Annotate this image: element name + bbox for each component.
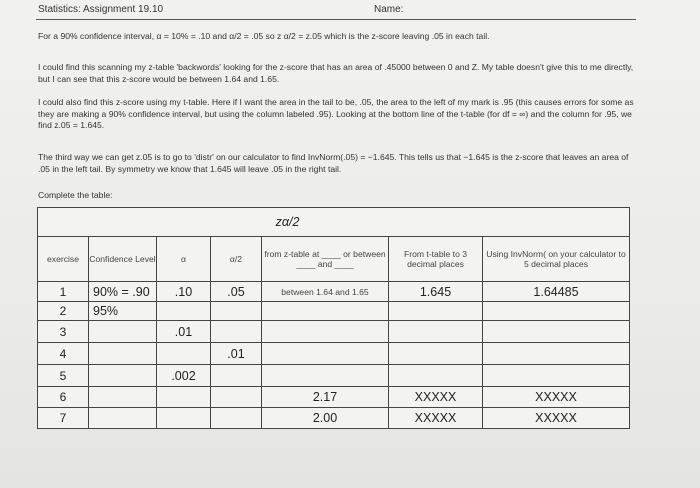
cell-invnorm[interactable]: 1.64485 <box>483 282 630 302</box>
header-divider <box>36 19 636 20</box>
super-header-row <box>38 208 630 237</box>
cell-t-table[interactable] <box>389 321 483 343</box>
column-header-row <box>38 237 630 282</box>
table-row <box>38 321 630 343</box>
table-row <box>38 365 630 387</box>
intro-paragraph: For a 90% confidence interval, α = 10% = .10 and α/2 = .05 so z α/2 = z.05 which is the z-score leaving .05 in each tail. <box>38 31 490 41</box>
header-alpha-half: α/2 <box>211 237 262 282</box>
table-row <box>38 408 630 429</box>
cell-confidence[interactable] <box>89 408 157 429</box>
cell-alpha[interactable]: .10 <box>157 282 211 302</box>
complete-table-label: Complete the table: <box>38 190 113 200</box>
cell-z-table[interactable] <box>262 321 389 343</box>
cell-t-table[interactable] <box>389 365 483 387</box>
table-row <box>38 282 630 302</box>
cell-z-table[interactable]: 2.00 <box>262 408 389 429</box>
table-row <box>38 343 630 365</box>
z-alpha-half-header: zα/2 <box>38 208 630 237</box>
header-exercise: exercise <box>38 237 89 282</box>
cell-alpha-half[interactable] <box>211 321 262 343</box>
cell-confidence[interactable] <box>89 387 157 408</box>
calculator-paragraph: The third way we can get z.05 is to go to 'distr' on our calculator to find InvNorm(.05) = −1.645. This tells us that −1.645 is the z-score that leaves an area of .05 in the left tail. By symmetry we know that 1.645 will leave .05 in the right tail. <box>38 152 629 174</box>
cell-t-table[interactable] <box>389 343 483 365</box>
cell-z-table[interactable] <box>262 343 389 365</box>
cell-exercise: 4 <box>38 343 89 365</box>
cell-t-table[interactable] <box>389 302 483 321</box>
cell-alpha[interactable] <box>157 343 211 365</box>
cell-alpha-half[interactable] <box>211 365 262 387</box>
cell-alpha-half[interactable]: .01 <box>211 343 262 365</box>
header-t-table: From t-table to 3 decimal places <box>389 237 483 282</box>
table-row <box>38 387 630 408</box>
table-row <box>38 302 630 321</box>
cell-z-table[interactable] <box>262 302 389 321</box>
cell-invnorm[interactable]: XXXXX <box>483 408 630 429</box>
cell-alpha-half[interactable]: .05 <box>211 282 262 302</box>
cell-confidence[interactable] <box>89 365 157 387</box>
cell-exercise: 6 <box>38 387 89 408</box>
cell-alpha-half[interactable] <box>211 302 262 321</box>
cell-alpha-half[interactable] <box>211 408 262 429</box>
cell-t-table[interactable]: XXXXX <box>389 408 483 429</box>
cell-alpha-half[interactable] <box>211 387 262 408</box>
cell-exercise: 2 <box>38 302 89 321</box>
cell-invnorm[interactable] <box>483 302 630 321</box>
cell-z-table[interactable] <box>262 365 389 387</box>
cell-confidence[interactable]: 95% <box>89 302 157 321</box>
cell-exercise: 1 <box>38 282 89 302</box>
header-alpha: α <box>157 237 211 282</box>
cell-alpha[interactable]: .002 <box>157 365 211 387</box>
cell-confidence[interactable] <box>89 343 157 365</box>
header-z-table: from z-table at ____ or between ____ and ____ <box>262 237 389 282</box>
t-table-paragraph: I could also find this z-score using my t-table. Here if I want the area in the tail to be, .05, the area to the left of my mark is .95 (this causes errors for some as they are making a 90% confidence interval, but using the column labeled .95). Looking at the bottom line of the t-table (for df = ∞) and the column for .95, we find z.05 = 1.645. <box>38 97 634 130</box>
cell-t-table[interactable]: 1.645 <box>389 282 483 302</box>
cell-alpha[interactable] <box>157 302 211 321</box>
z-score-table <box>37 207 630 429</box>
header-invnorm: Using InvNorm( on your calculator to 5 decimal places <box>483 237 630 282</box>
name-label: Name: <box>374 4 404 15</box>
cell-exercise: 5 <box>38 365 89 387</box>
cell-alpha[interactable]: .01 <box>157 321 211 343</box>
cell-exercise: 7 <box>38 408 89 429</box>
cell-t-table[interactable]: XXXXX <box>389 387 483 408</box>
header-confidence: Confidence Level <box>89 237 157 282</box>
cell-alpha[interactable] <box>157 387 211 408</box>
cell-alpha[interactable] <box>157 408 211 429</box>
cell-confidence[interactable]: 90% = .90 <box>89 282 157 302</box>
cell-z-table[interactable]: 2.17 <box>262 387 389 408</box>
cell-confidence[interactable] <box>89 321 157 343</box>
cell-invnorm[interactable] <box>483 343 630 365</box>
assignment-title: Statistics: Assignment 19.10 <box>38 4 164 15</box>
cell-invnorm[interactable]: XXXXX <box>483 387 630 408</box>
cell-z-table[interactable]: between 1.64 and 1.65 <box>262 282 389 302</box>
cell-exercise: 3 <box>38 321 89 343</box>
cell-invnorm[interactable] <box>483 365 630 387</box>
cell-invnorm[interactable] <box>483 321 630 343</box>
z-table-paragraph: I could find this scanning my z-table 'backwords' looking for the z-score that has an area of .45000 between 0 and Z. My table doesn't give this to me directly, but I can see that this z-score would be between 1.64 and 1.65. <box>38 62 634 84</box>
